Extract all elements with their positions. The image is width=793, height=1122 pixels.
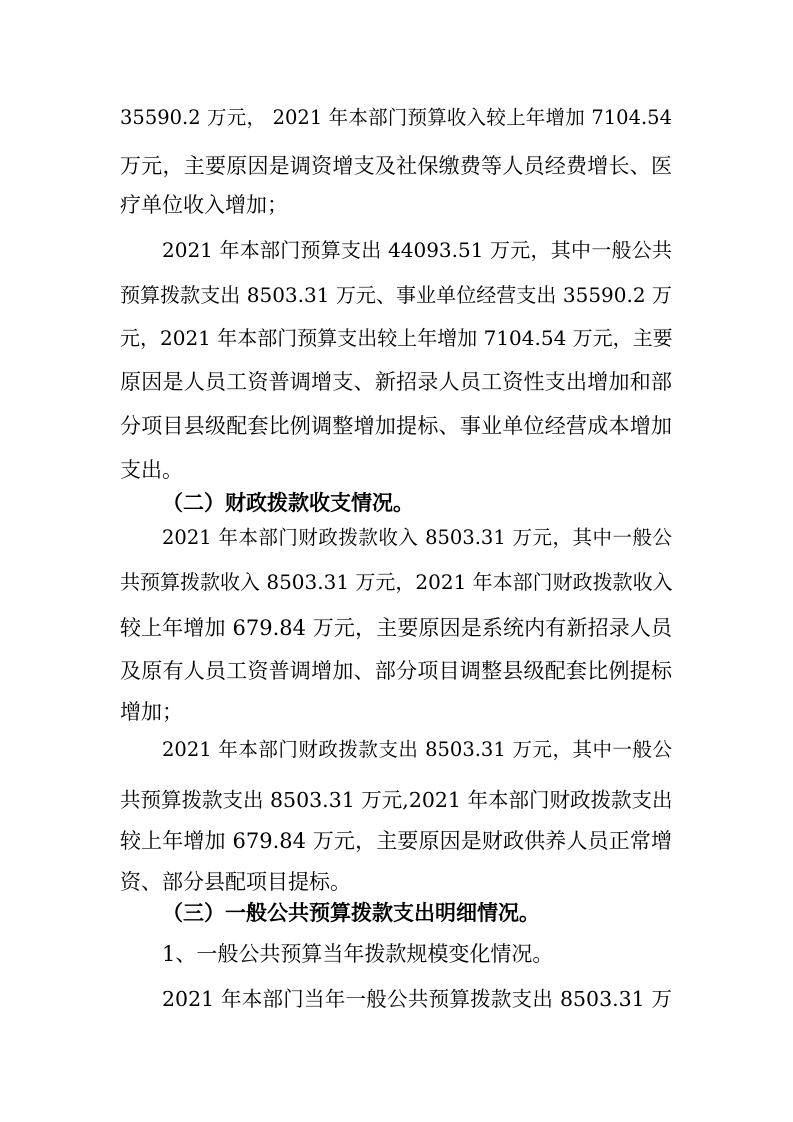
paragraph-2-line-4: 原因是人员工资普调增支、新招录人员工资性支出增加和部 <box>120 370 672 394</box>
paragraph-3-line-5: 增加； <box>120 700 183 724</box>
paragraph-5-line-1: 2021 年本部门当年一般公共预算拨款支出 8503.31 万 <box>162 987 672 1011</box>
paragraph-2-line-6: 支出。 <box>120 458 183 482</box>
paragraph-3-line-4: 及原有人员工资普调增加、部分项目调整县级配套比例提标 <box>120 659 672 683</box>
section-heading-2: （二）财政拨款收支情况。 <box>162 491 414 515</box>
paragraph-4-line-2: 共预算拨款支出 8503.31 万元,2021 年本部门财政拨款支出 <box>120 788 673 812</box>
paragraph-4-line-3: 较上年增加 679.84 万元，主要原因是财政供养人员正常增 <box>120 829 672 853</box>
paragraph-2-line-5: 分项目县级配套比例调整增加提标、事业单位经营成本增加 <box>120 414 672 438</box>
paragraph-3-line-1: 2021 年本部门财政拨款收入 8503.31 万元，其中一般公 <box>162 526 672 549</box>
paragraph-4-line-4: 资、部分县配项目提标。 <box>120 870 351 894</box>
paragraph-2-line-1: 2021 年本部门预算支出 44093.51 万元，其中一般公共 <box>162 238 672 262</box>
paragraph-3-line-2: 共预算拨款收入 8503.31 万元，2021 年本部门财政拨款收入 <box>120 570 673 594</box>
paragraph-2-line-2: 预算拨款支出 8503.31 万元、事业单位经营支出 35590.2 万 <box>120 283 672 307</box>
paragraph-3-line-3: 较上年增加 679.84 万元，主要原因是系统内有新招录人员 <box>120 616 672 640</box>
paragraph-1-line-3: 疗单位收入增加； <box>120 193 288 217</box>
subsection-item-1: 1、一般公共预算当年拨款规模变化情况。 <box>162 942 554 966</box>
paragraph-4-line-1: 2021 年本部门财政拨款支出 8503.31 万元，其中一般公 <box>162 738 672 761</box>
section-heading-3: （三）一般公共预算拨款支出明细情况。 <box>162 901 540 925</box>
paragraph-1-line-1: 35590.2 万元， 2021 年本部门预算收入较上年增加 7104.54 <box>120 106 672 129</box>
paragraph-2-line-3: 元，2021 年本部门预算支出较上年增加 7104.54 万元，主要 <box>120 326 673 350</box>
paragraph-1-line-2: 万元，主要原因是调资增支及社保缴费等人员经费增长、医 <box>120 154 672 178</box>
